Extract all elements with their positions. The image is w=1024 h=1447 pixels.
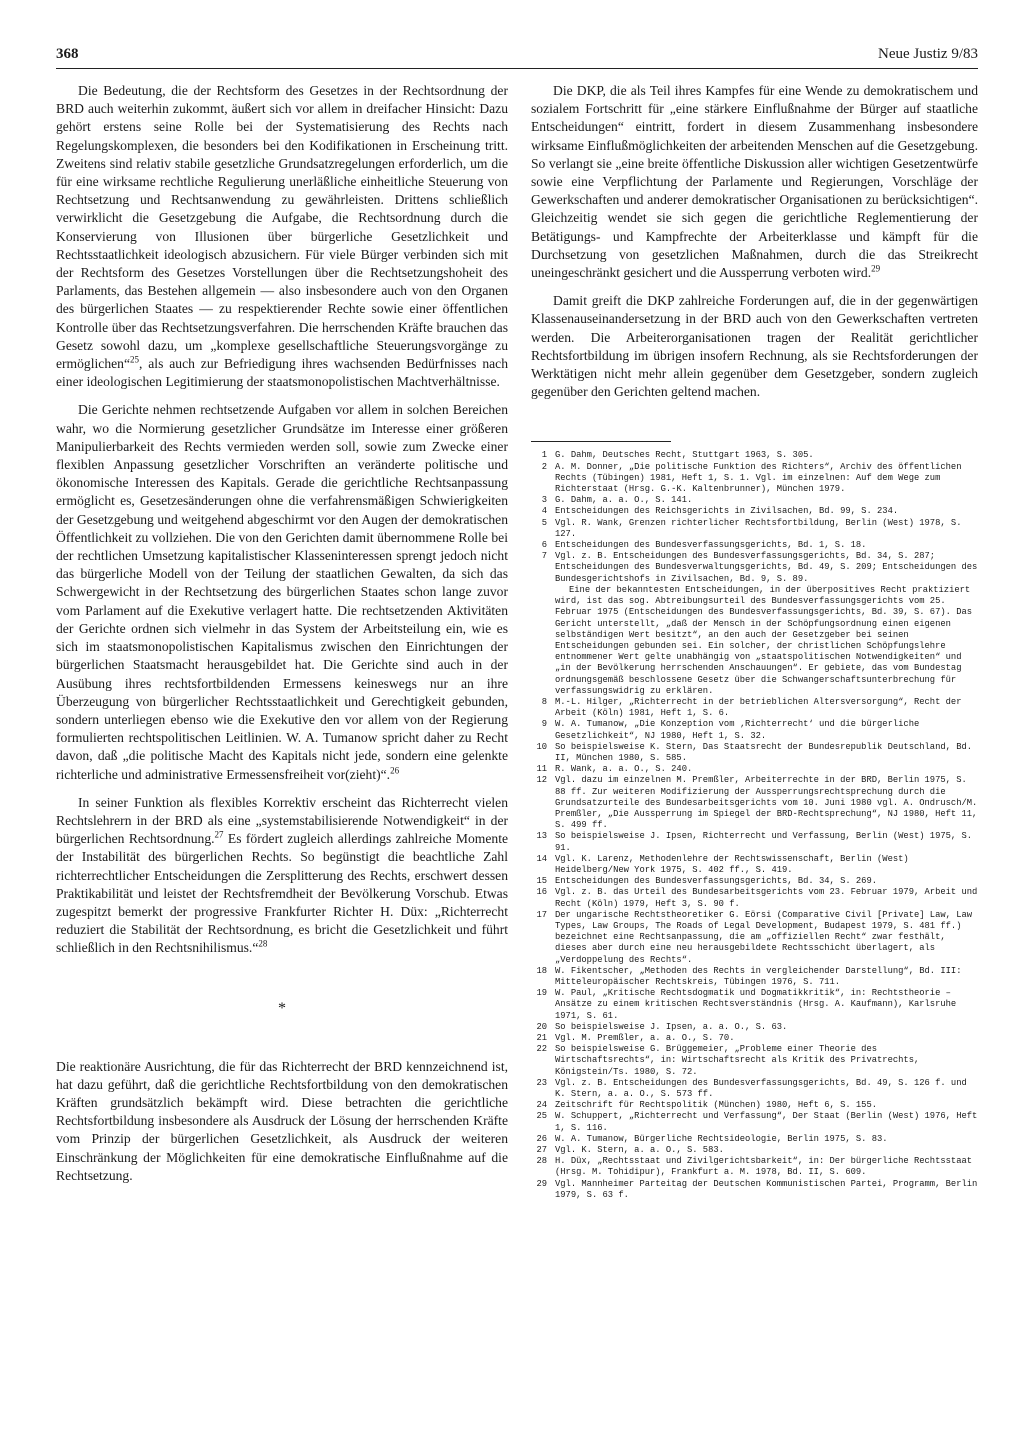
- footnote: [531, 540, 978, 551]
- footnote: [531, 585, 978, 697]
- footnote: [531, 495, 978, 506]
- footnote-number: 18: [536, 965, 547, 976]
- footnote: [531, 518, 978, 540]
- paragraph: Die Bedeutung, die der Rechtsform des Gesetzes in der Rechtsordnung der BRD auch weiterhin zukommt, äußert sich vor allem in dreifacher Hinsicht: Dazu gehört erstens seine Rolle bei der Systematisierung des Rechts nach Regelungskomplexen, die besonders bei den Kodifikationen in Erscheinung tritt. Zweitens sind relativ stabile gesetzliche Grundsatzregelungen erforderlich, um die für eine wirksame rechtliche Regulierung unerläßliche einheitliche Steuerung von Rechtsetzung und Rechtsanwendung zu gewährleisten. Drittens schließlich verwirklicht die Gesetzgebung die Aufgabe, die Rechtsordnung durch die Konservierung von Illusionen über bürgerliche Gesetzlichkeit und Rechtsstaatlichkeit ideologisch abzusichern. Für viele Bürger verbinden sich mit der Rechtsform des Gesetzes Vorstellungen über die Rechtsetzungshoheit des Parlaments, das Bestehen allgemein — also insbesondere auch von den Organen des bürgerlichen Staates — zu respektierender Rechte sowie einer öffentlichen Kontrolle über das Rechtsetzungsverfahren. Die herrschenden Kräfte brauchen das Gesetz sowohl dazu, um „komplexe gesellschaftliche Steuerungsvorgänge zu ermöglichen“$^{25}$, als auch zur Befriedigung ihres wachsenden Bedürfnisses nach einer ideologischen Legitimierung der staatsmonopolistischen Machtverhältnisse.: [56, 83, 508, 390]
- page-number: 368: [56, 46, 79, 62]
- footnote: [531, 462, 978, 496]
- footnote-text: Vgl. R. Wank, Grenzen richterlicher Rechtsfortbildung, Berlin (West) 1978, S. 127.: [555, 517, 962, 539]
- footnote-number: 28: [536, 1156, 547, 1167]
- footnote-number: 2: [541, 461, 547, 472]
- footnote: [531, 887, 978, 909]
- footnote: [531, 1100, 978, 1111]
- footnote-text: Vgl. K. Larenz, Methodenlehre der Rechtswissenschaft, Berlin (West) Heidelberg/New York 1975, S. 402 ff., S. 419.: [555, 853, 909, 875]
- paragraph: Die Gerichte nehmen rechtsetzende Aufgaben vor allem in solchen Bereichen wahr, wo die Normierung gesetzlicher Grundsätze im Interesse einer größeren Manipulierbarkeit des Rechts vermieden werden soll, sowie zum Zwecke einer flexiblen Anpassung gesetzlicher Vorschriften an veränderte politische und ökonomische Interessen des Kapitals. Gerade die gerichtliche Rechtsanpassung ermöglicht es, Gesetzesänderungen ohne die verfahrensmäßigen Schwierigkeiten der Gesetzgebung und weitgehend abgeschirmt vor den Augen der demokratischen Öffentlichkeit zu vollziehen. Die von den Gerichten damit übernommene Rolle bei der rechtlichen Umsetzung kapitalistischer Klasseninteressen sprengt jedoch nicht das bürgerliche Modell von der Teilung der staatlichen Gewalten, da sich das Schwergewicht in der Rechtsetzung des bürgerlichen Staates schon lange zuvor vom Parlament auf die Exekutive verlagert hatte. Die rechtsetzenden Aktivitäten der Gerichte ordnen sich vielmehr in das System der Arbeitsteilung ein, wie es sich im staatsmonopolistischen Kapitalismus zwischen den Einrichtungen der bürgerlichen Staatsmacht herausgebildet hat. Die Gerichte sind auch in der Ausübung ihres rechtsfortbildenden Ermessens keineswegs nur an ihre Überzeugung von bürgerlicher Rechtsstaatlichkeit und Gerechtigkeit gebunden, sondern unterliegen ebenso wie die Exekutive den vor allem von der Regierung formulierten rechtspolitischen Leitlinien. W. A. Tumanow spricht daher zu Recht davon, daß „die politische Macht des Kapitals nicht jede, sondern eine gelenkte richterliche und administrative Ermessensfreiheit vor(zieht)“.$^{26}$: [56, 402, 508, 782]
- footnote: [531, 910, 978, 966]
- paragraph: Damit greift die DKP zahlreiche Forderungen auf, die in der gegenwärtigen Klassenauseinandersetzung in der BRD auch von den Gewerkschaften vertreten werden. Die Arbeiterorganisationen tragen der Realität gerichtlicher Rechtsfortbildung im übrigen insofern Rechnung, als sie Rechtsforderungen der Werktätigen nicht mehr allein gegenüber dem Gesetzgeber, sondern zugleich gegenüber den Gerichten geltend machen.: [531, 293, 978, 400]
- footnote-text: W. Paul, „Kritische Rechtsdogmatik und Dogmatikkritik“, in: Rechtstheorie – Ansätze zu einem kritischen Rechtsverständnis (Hrsg. A. Kaufmann), Karlsruhe 1971, S. 61.: [555, 988, 957, 1021]
- footnote: [531, 966, 978, 988]
- footnote-number: 20: [536, 1021, 547, 1032]
- footnote-number: 9: [541, 719, 547, 730]
- footnote-text: W. A. Tumanow, Bürgerliche Rechtsideologie, Berlin 1975, S. 83.: [555, 1133, 888, 1144]
- footnote-text: G. Dahm, a. a. O., S. 141.: [555, 495, 693, 506]
- footnote-number: 26: [536, 1133, 547, 1144]
- footnote-ref[interactable]: 27: [214, 829, 224, 840]
- footnote-number: 14: [536, 853, 547, 864]
- footnote-ref[interactable]: 26: [390, 764, 400, 775]
- footnote-text: Entscheidungen des Reichsgerichts in Zivilsachen, Bd. 99, S. 234.: [555, 506, 899, 517]
- footnote-text: Zeitschrift für Rechtspolitik (München) 1980, Heft 6, S. 155.: [555, 1100, 878, 1111]
- footnote-number: 12: [536, 775, 547, 786]
- footnote-text: Vgl. M. Premßler, a. a. O., S. 70.: [555, 1033, 735, 1044]
- footnote-text: R. Wank, a. a. O., S. 240.: [555, 764, 693, 775]
- footnote-number: 11: [536, 764, 547, 775]
- footnote-number: 19: [536, 988, 547, 999]
- footnote-text: So beispielsweise G. Brüggemeier, „Probleme einer Theorie des Wirtschaftsrechts“, in: Wirtschaftsrecht als Kritik des Privatrechts, Königstein/Ts. 1980, S. 72.: [555, 1044, 920, 1077]
- footnote-number: 4: [541, 506, 547, 517]
- footnote: [531, 1179, 978, 1201]
- footnote-text: Vgl. z. B. Entscheidungen des Bundesverfassungsgerichts, Bd. 34, S. 287; Entscheidungen des Bundesverwaltungsgerichts, Bd. 49, S. 209; Entscheidungen des Bundesgerichtshofs in Zivilsachen, Bd. 9, S. 89.: [555, 551, 978, 584]
- footnote-text: Entscheidungen des Bundesverfassungsgerichts, Bd. 34, S. 269.: [555, 876, 878, 887]
- footnote: [531, 551, 978, 585]
- footnote-text: W. Fikentscher, „Methoden des Rechts in vergleichender Darstellung“, Bd. III: Mitteleuropäischer Rechtskreis, Tübingen 1976, S. 711.: [555, 965, 962, 987]
- footnote: [531, 1145, 978, 1156]
- footnote-number: 10: [536, 741, 547, 752]
- footnote-text: G. Dahm, Deutsches Recht, Stuttgart 1963, S. 305.: [555, 450, 814, 461]
- footnote-number: 29: [536, 1178, 547, 1189]
- footnote-text: So beispielsweise J. Ipsen, a. a. O., S. 63.: [555, 1021, 788, 1032]
- footnote-ref[interactable]: 28: [258, 938, 268, 949]
- footnote-number: 24: [536, 1100, 547, 1111]
- footnote: [531, 450, 978, 461]
- footnote-text: Vgl. K. Stern, a. a. O., S. 583.: [555, 1145, 724, 1156]
- footnote: [531, 1022, 978, 1033]
- footnote-text: A. M. Donner, „Die politische Funktion des Richters“, Archiv des öffentlichen Rechts (Tübingen) 1981, Heft 1, S. 1. Vgl. im einzelnen: Auf dem Wege zum Richterstaat (Hrsg. G.-K. Kaltenbrunner), München 1979.: [555, 461, 962, 495]
- footnote-text: M.-L. Hilger, „Richterrecht in der betrieblichen Altersversorgung“, Recht der Arbeit (Köln) 1981, Heft 1, S. 6.: [555, 696, 962, 719]
- footnote: [531, 854, 978, 876]
- paragraph: In seiner Funktion als flexibles Korrektiv erscheint das Richterrecht vielen Rechtslehrern in der BRD als eine „systemstabilisierende Notwendigkeit“ in der bürgerlichen Rechtsordnung.$^{27}$ Es fördert zugleich allerdings zahlreiche Momente der Instabilität des bürgerlichen Rechts. So begünstigt die beachtliche Zahl richterrechtlicher Entscheidungen die Zersplitterung des Rechts, erschwert dessen Praktikabilität und leistet der Rechtsfremdheit der Bevölkerung Vorschub. Etwas zugespitzt bemerkt der progressive Frankfurter Richter H. Düx: „Richterrecht reduziert die Stabilität der Rechtsordnung, es bricht die Gesetzlichkeit und führt schließlich in den Rechtsnihilismus.“$^{28}$: [56, 794, 508, 956]
- footnote-number: 7: [541, 551, 547, 562]
- footnote-text: Vgl. dazu im einzelnen M. Premßler, Arbeiterrechte in der BRD, Berlin 1975, S. 88 ff. Zur weiteren Modifizierung der Aussperrungsrechtsprechung durch die Grundsatzurteile des Bundesarbeitsgerichts vom 10. Juni 1980 vgl. A. Ondrusch/M. Premßler, „Die Aussperrung im Spiegel der BRD-Rechtsprechung“, NJ 1980, Heft 11, S. 499 ff.: [555, 775, 978, 831]
- footnote: [531, 876, 978, 887]
- footnote: [531, 764, 978, 775]
- footnote-number: 3: [541, 495, 547, 506]
- footnote-text: Entscheidungen des Bundesverfassungsgerichts, Bd. 1, S. 18.: [555, 540, 867, 551]
- footnote-ref[interactable]: 25: [129, 354, 139, 365]
- journal-title: Neue Justiz 9/83: [878, 46, 978, 62]
- footnote-number: 15: [536, 876, 547, 887]
- section-separator: *: [278, 999, 286, 1017]
- footnote-text: So beispielsweise J. Ipsen, Richterrecht und Verfassung, Berlin (West) 1975, S. 91.: [555, 831, 973, 853]
- footnote: [531, 1156, 978, 1178]
- footnote: [531, 719, 978, 741]
- footnote-number: 21: [536, 1033, 547, 1044]
- paragraph: Die DKP, die als Teil ihres Kampfes für eine Wende zu demokratischem und sozialem Fortschritt für „eine stärkere Einflußnahme der Bürger auf staatliche Entscheidungen“ eintritt, fordert in diesem Zusammenhang insbesondere wirksame Einflußmöglichkeiten der arbeitenden Menschen auf die Gesetzgebung. So verlangt sie „eine breite öffentliche Diskussion aller wichtigen Gesetzentwürfe sowie eine Verpflichtung der Parlamente und Regierungen, Vorschläge der Gewerkschaften und anderer demokratischer Organisationen zu berücksichtigen“. Gleichzeitig wendet sie sich gegen die gerichtliche Reglementierung der Betätigungs- und Kampfrechte der Arbeiterklasse und kämpft für die Durchsetzung von gesetzlichen Maßnahmen, durch die das Streikrecht uneingeschränkt gesichert und die Aussperrung verboten wird.$^{29}$: [531, 83, 978, 281]
- paragraph: Die reaktionäre Ausrichtung, die für das Richterrecht der BRD kennzeichnend ist, hat dazu geführt, daß die gerichtliche Rechtsfortbildung von den demokratischen Kräften grundsätzlich bekämpft wird. Diese betrachten die gerichtliche Rechtsfortbildung insbesondere als Ausdruck der Lösung der herrschenden Kräfte vom Prinzip der bürgerlichen Gesetzlichkeit, als Ausdruck der weiteren Einschränkung der Möglichkeiten für eine demokratische Einflußnahme auf die Rechtsetzung.: [56, 1058, 508, 1183]
- footnote: [531, 775, 978, 831]
- footnote: [531, 831, 978, 853]
- footnote-number: 5: [541, 517, 547, 528]
- footnote-ref[interactable]: 29: [871, 263, 881, 274]
- footnote-number: 25: [536, 1111, 547, 1122]
- footnote-number: 13: [536, 831, 547, 842]
- footnote-rule: [531, 441, 671, 442]
- footnote-text: So beispielsweise K. Stern, Das Staatsrecht der Bundesrepublik Deutschland, Bd. II, München 1980, S. 585.: [555, 741, 973, 763]
- footnote: [531, 506, 978, 517]
- footnote-number: 22: [536, 1044, 547, 1055]
- footnote-text: Vgl. z. B. das Urteil des Bundesarbeitsgerichts vom 23. Februar 1979, Arbeit und Recht (Köln) 1979, Heft 3, S. 90 f.: [555, 887, 978, 909]
- footnote: [531, 988, 978, 1022]
- footnote-text: W. A. Tumanow, „Die Konzeption vom ‚Richterrecht‘ und die bürgerliche Gesetzlichkeit“, NJ 1980, Heft 1, S. 32.: [555, 719, 920, 741]
- footnote-number: 1: [541, 450, 547, 461]
- page-header: [56, 46, 978, 68]
- right-column: [531, 82, 978, 1201]
- footnote-text: H. Düx, „Rechtsstaat und Zivilgerichtsbarkeit“, in: Der bürgerliche Rechtsstaat (Hrsg. M. Tohidipur), Frankfurt a. M. 1978, Bd. II, S. 609.: [555, 1156, 973, 1178]
- footnote-number: 16: [536, 887, 547, 898]
- footnote-text: Der ungarische Rechtstheoretiker G. Eörsi (Comparative Civil [Private] Law, Law Types, Law Groups, The Roads of Legal Development, Budapest 1979, S. 481 ff.) bezeichnet eine Rechtsanpassung, die am „offiziellen Recht“ zwar festhält, dieses aber durch eine neu herausgebildete Rechtsschicht überlagert, als „Verdoppelung des Rechts“.: [555, 909, 973, 965]
- footnote: [531, 1044, 978, 1078]
- footnote-number: 27: [536, 1145, 547, 1156]
- footnote-text: Vgl. z. B. Entscheidungen des Bundesverfassungsgerichts, Bd. 49, S. 126 f. und K. Stern, a. a. O., S. 573 ff.: [555, 1077, 967, 1100]
- footnote: [531, 742, 978, 764]
- header-rule: [56, 68, 978, 69]
- footnote: [531, 697, 978, 719]
- footnote-text: Eine der bekanntesten Entscheidungen, in der überpositives Recht praktiziert wird, ist das sog. Abtreibungsurteil des Bundesverfassungsgerichts vom 25. Februar 1975 (Entscheidungen des Bundesverfassungsgerichts, Bd. 39, S. 67). Das Gericht unterstellt, „daß der Mensch in der Schöpfungsordnung einen eigenen selbständigen Wert besitzt“, an den auch der Gesetzgeber bei seinen Entscheidungen gebunden sei. Ein solcher, der christlichen Schöpfungslehre entnommener Wert gelte unabhängig von „staatspolitischen Notwendigkeiten“ und „in der Bevölkerung herrschenden Anschauungen“. Er gebiete, das vom Bundestag ordnungsgemäß beschlossene Gesetz über die Schwangerschaftsunterbrechung für verfassungswidrig zu erklären.: [555, 584, 973, 696]
- footnotes-list: [531, 450, 978, 1201]
- footnote-text: Vgl. Mannheimer Parteitag der Deutschen Kommunistischen Partei, Programm, Berlin 1979, S. 63 f.: [555, 1178, 978, 1200]
- footnote: [531, 1078, 978, 1100]
- footnote-text: W. Schuppert, „Richterrecht und Verfassung“, Der Staat (Berlin (West) 1976, Heft 1, S. 116.: [555, 1111, 978, 1133]
- footnote-number: 17: [536, 909, 547, 920]
- footnote: [531, 1134, 978, 1145]
- footnote-number: 6: [541, 540, 547, 551]
- footnote-number: 8: [541, 696, 547, 707]
- footnote: [531, 1033, 978, 1044]
- left-column: [56, 82, 508, 1195]
- footnote: [531, 1111, 978, 1133]
- footnote-number: 23: [536, 1077, 547, 1088]
